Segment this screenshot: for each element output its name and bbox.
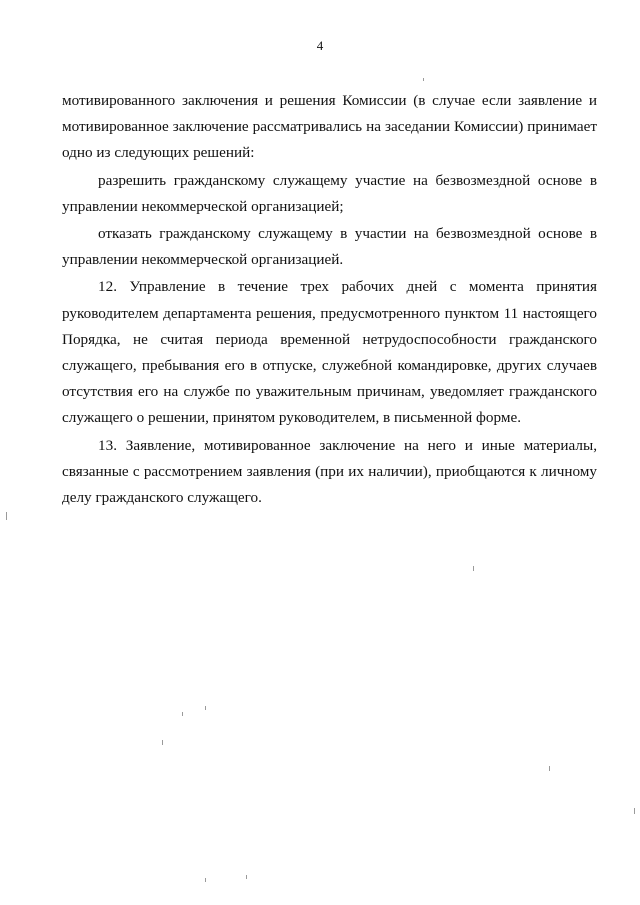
scan-speck (205, 878, 206, 882)
scan-speck (246, 875, 247, 879)
paragraph-item-13: 13. Заявление, мотивированное заключение на него и иные материалы, связанные с рассмотрением заявления (при их наличии), приобщаются к личному делу гражданского служащего. (62, 436, 597, 507)
page-number: 4 (316, 38, 324, 53)
paragraph-option-refuse: отказать гражданскому служащему в участии на безвозмездной основе в управлении некоммерческой организацией. (62, 225, 597, 269)
paragraph-option-allow: разрешить гражданскому служащему участие на безвозмездной основе в управлении некоммерческой организацией; (62, 171, 597, 215)
scan-speck (162, 740, 163, 745)
paragraph-continuation: мотивированного заключения и решения Комиссии (в случае если заявление и мотивированное заключение рассматривались на заседании Комиссии) принимает одно из следующих решений: (62, 92, 597, 162)
document-body (62, 88, 597, 511)
scan-speck (549, 766, 550, 771)
scan-speck (205, 706, 206, 710)
scan-speck (634, 808, 635, 814)
scan-speck (473, 566, 474, 571)
paragraph-item-12: 12. Управление в течение трех рабочих дней с момента принятия руководителем департамента решения, предусмотренного пунктом 11 настоящего Порядка, не считая периода временной нетрудоспособности гражданского служащего, пребывания его в отпуске, служебной командировке, других случаев отсутствия его на службе по уважительным причинам, уведомляет гражданского служащего о решении, принятом руководителем, в письменной форме. (62, 278, 597, 427)
scan-speck (6, 512, 7, 520)
scan-speck (182, 712, 183, 716)
scan-speck (423, 78, 424, 81)
